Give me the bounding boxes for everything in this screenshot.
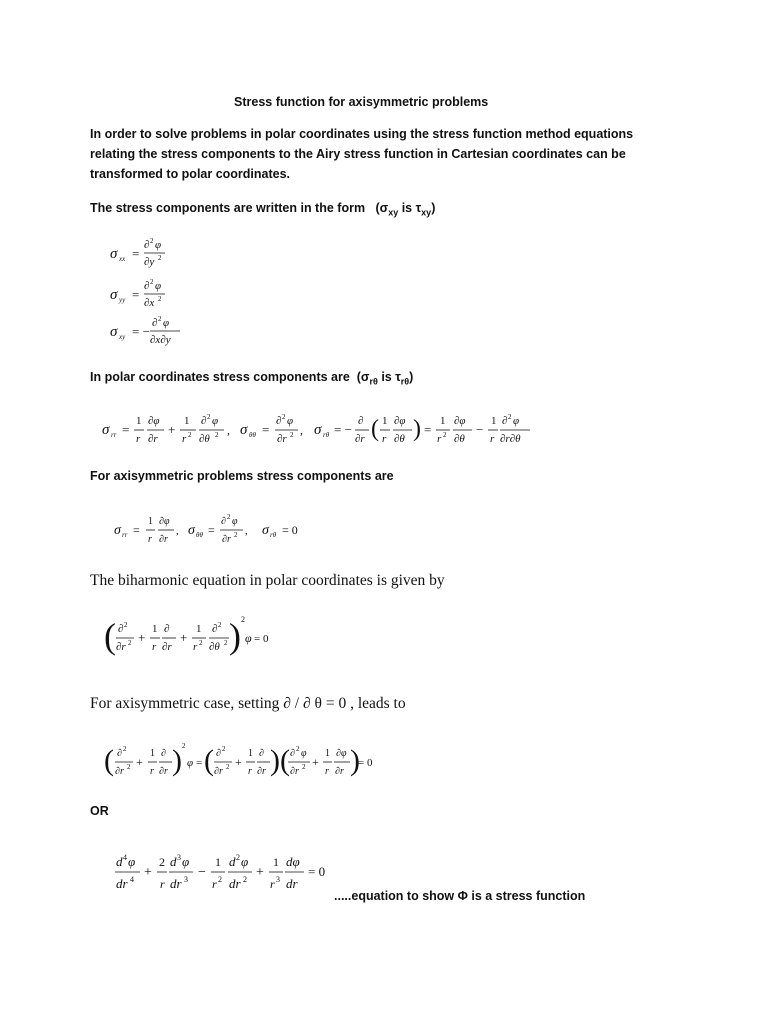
svg-text:1: 1 (491, 415, 497, 427)
svg-text:r: r (270, 877, 275, 891)
svg-text:∂θ: ∂θ (394, 433, 405, 445)
svg-text:)(: )( (270, 744, 290, 777)
sxy-sub: xy (119, 333, 126, 341)
svg-text:φ: φ (287, 415, 294, 427)
svg-text:r: r (437, 433, 442, 445)
or-label: OR (90, 804, 109, 818)
svg-text:= 0: = 0 (282, 523, 298, 537)
polar-lead: In polar coordinates stress components are (90, 370, 350, 384)
svg-text:,: , (227, 423, 230, 437)
svg-text:=: = (208, 523, 215, 537)
svg-text:r: r (150, 766, 154, 777)
svg-text:2: 2 (236, 853, 240, 862)
svg-text:1: 1 (215, 855, 221, 869)
svg-text:1: 1 (152, 623, 158, 635)
svg-text:2: 2 (215, 431, 219, 439)
svg-text:∂x: ∂x (144, 297, 155, 309)
svg-text:rθ: rθ (323, 431, 330, 439)
svg-text:2: 2 (150, 237, 154, 245)
svg-text:φ: φ (155, 280, 162, 292)
svg-text:1: 1 (325, 748, 330, 759)
svg-text:φ: φ (513, 415, 520, 427)
svg-text:∂: ∂ (276, 415, 282, 427)
axisymmetric-biharmonic-equation (104, 738, 373, 786)
svg-text:=: = (196, 757, 203, 769)
svg-text:2: 2 (218, 875, 222, 884)
svg-text:d: d (229, 854, 236, 869)
svg-text:∂r: ∂r (162, 641, 172, 653)
svg-text:∂θ: ∂θ (209, 641, 220, 653)
svg-text:+: + (180, 630, 188, 645)
svg-text:∂: ∂ (221, 516, 226, 527)
svg-text:r: r (382, 433, 387, 445)
ordinary-differential-equation (114, 846, 326, 898)
svg-text:2: 2 (123, 745, 127, 753)
svg-text:φ: φ (187, 757, 194, 769)
svg-text:σ: σ (102, 422, 110, 438)
svg-text:∂φ: ∂φ (394, 415, 406, 427)
svg-text:3: 3 (177, 853, 181, 862)
svg-text:∂r: ∂r (214, 766, 223, 777)
svg-text:∂θ: ∂θ (199, 433, 210, 445)
svg-text:dr: dr (286, 876, 298, 891)
syy-sub: yy (119, 296, 126, 304)
svg-text:=: = (133, 523, 140, 537)
svg-text:2: 2 (222, 745, 226, 753)
svg-text:dr: dr (116, 876, 128, 891)
svg-text:2: 2 (443, 431, 447, 439)
svg-text:φ: φ (155, 239, 162, 251)
svg-text:2: 2 (282, 413, 286, 421)
axisymmetric-case-line: For axisymmetric case, setting ∂ / ∂ θ = 0 , leads to (90, 695, 406, 712)
svg-text:σ: σ (262, 523, 269, 538)
svg-text:φ: φ (241, 854, 249, 869)
svg-text:∂r∂θ: ∂r∂θ (500, 433, 521, 445)
svg-text:1: 1 (440, 415, 446, 427)
svg-text:= −: = − (334, 422, 352, 437)
svg-text:∂: ∂ (144, 280, 150, 292)
svg-text:+: + (138, 630, 146, 645)
stress-form-lead: The stress components are written in the form (90, 201, 366, 215)
svg-text:,: , (300, 423, 303, 437)
svg-text:∂r: ∂r (277, 433, 287, 445)
svg-text:φ: φ (163, 317, 170, 329)
svg-text:∂φ: ∂φ (159, 516, 170, 527)
svg-text:2: 2 (243, 875, 247, 884)
document-title: Stress function for axisymmetric problems (234, 95, 489, 109)
svg-text:2: 2 (199, 639, 203, 647)
axisymmetric-stress-equations (112, 506, 312, 554)
svg-text:2: 2 (207, 413, 211, 421)
svg-text:∂: ∂ (161, 748, 166, 759)
svg-text:d: d (170, 854, 177, 869)
svg-text:= −: = − (132, 324, 150, 339)
svg-text:∂x∂y: ∂x∂y (150, 334, 171, 346)
svg-text:φ: φ (182, 854, 190, 869)
svg-text:r: r (193, 641, 198, 653)
svg-text:+: + (136, 755, 143, 769)
svg-text:): ) (172, 744, 182, 777)
svg-text:∂r: ∂r (159, 766, 168, 777)
svg-text:3: 3 (184, 875, 188, 884)
svg-text:+: + (312, 755, 319, 769)
polar-coordinates-line (90, 367, 413, 392)
svg-text:r: r (325, 766, 329, 777)
svg-text:= 0: = 0 (358, 757, 373, 769)
svg-text:): ) (350, 744, 360, 777)
svg-text:+: + (168, 422, 176, 437)
svg-text:2: 2 (227, 513, 231, 521)
svg-text:2: 2 (302, 763, 306, 771)
svg-text:,: , (176, 525, 179, 537)
svg-text:+: + (256, 865, 264, 880)
svg-text:∂r: ∂r (335, 766, 344, 777)
svg-text:∂: ∂ (144, 239, 150, 251)
svg-text:= 0: = 0 (308, 864, 326, 879)
svg-text:∂r: ∂r (115, 766, 124, 777)
svg-text:∂: ∂ (118, 623, 124, 635)
svg-text:∂r: ∂r (222, 534, 231, 545)
svg-text:2: 2 (218, 621, 222, 629)
svg-text:r: r (248, 766, 252, 777)
svg-text:∂φ: ∂φ (148, 415, 160, 427)
axisymmetric-components-line: For axisymmetric problems stress components are (90, 469, 394, 483)
svg-text:=: = (424, 422, 432, 437)
svg-text:∂: ∂ (117, 748, 122, 759)
svg-text:r: r (136, 433, 141, 445)
svg-text:2: 2 (158, 315, 162, 323)
svg-text:∂r: ∂r (355, 433, 365, 445)
biharmonic-equation (104, 612, 274, 664)
svg-text:1: 1 (148, 516, 153, 527)
intro-paragraph: In order to solve problems in polar coordinates using the stress function method equations relating the stress components to the Airy stress function in Cartesian coordinates can be transformed to polar coordinates. (90, 127, 634, 181)
svg-text:r: r (160, 877, 165, 891)
svg-text:2: 2 (124, 621, 128, 629)
svg-text:2: 2 (296, 745, 300, 753)
svg-text:(: ( (204, 744, 214, 777)
svg-text:∂: ∂ (290, 748, 295, 759)
svg-text:σ: σ (188, 523, 195, 538)
svg-text:∂: ∂ (212, 623, 218, 635)
svg-text:φ: φ (212, 415, 219, 427)
svg-text:∂: ∂ (502, 415, 508, 427)
svg-text:1: 1 (273, 855, 279, 869)
svg-text:∂: ∂ (164, 623, 170, 635)
svg-text:=: = (122, 422, 130, 437)
svg-text:dr: dr (170, 876, 182, 891)
svg-text:σ: σ (240, 422, 248, 438)
stress-form-line (90, 198, 435, 223)
svg-text:φ: φ (232, 516, 238, 527)
svg-text:∂φ: ∂φ (336, 748, 347, 759)
svg-text:2: 2 (241, 615, 245, 624)
svg-text:r: r (212, 877, 217, 891)
svg-text:=: = (262, 422, 270, 437)
svg-text:φ: φ (301, 748, 307, 759)
svg-text:θθ: θθ (196, 531, 203, 539)
svg-text:σ: σ (114, 523, 121, 538)
svg-text:2: 2 (182, 742, 186, 750)
polar-stress-equations (100, 404, 530, 452)
svg-text:dφ: dφ (286, 854, 300, 869)
svg-text:2: 2 (226, 763, 230, 771)
svg-text:2: 2 (158, 254, 162, 262)
svg-text:2: 2 (159, 855, 165, 869)
svg-text:2: 2 (158, 295, 162, 303)
svg-text:2: 2 (188, 431, 192, 439)
cartesian-stress-equations (108, 232, 218, 352)
svg-text:(: ( (104, 744, 114, 777)
svg-text:r: r (148, 534, 152, 545)
svg-text:σ: σ (110, 287, 118, 303)
svg-text:1: 1 (382, 415, 388, 427)
svg-text:rr: rr (122, 531, 128, 539)
svg-text:1: 1 (136, 415, 142, 427)
svg-text:): ) (229, 616, 241, 656)
svg-text:(: ( (104, 616, 116, 656)
biharmonic-line: The biharmonic equation in polar coordinates is given by (90, 572, 445, 589)
svg-text:2: 2 (127, 763, 131, 771)
svg-text:2: 2 (290, 431, 294, 439)
svg-text:∂: ∂ (152, 317, 158, 329)
svg-text:∂: ∂ (216, 748, 221, 759)
svg-text:1: 1 (150, 748, 155, 759)
svg-text:1: 1 (184, 415, 190, 427)
polar-note: ($\sigma_{r\theta}$ is $\tau_{r\theta}$) (356, 370, 414, 387)
svg-text:∂: ∂ (358, 415, 364, 427)
svg-text:rθ: rθ (270, 531, 277, 539)
svg-text:r: r (182, 433, 187, 445)
svg-text:2: 2 (234, 531, 238, 539)
svg-text:∂r: ∂r (290, 766, 299, 777)
svg-text:2: 2 (128, 639, 132, 647)
svg-text:,: , (245, 525, 248, 537)
svg-text:2: 2 (224, 639, 228, 647)
svg-text:σ: σ (110, 246, 118, 262)
svg-text:=: = (132, 287, 140, 302)
svg-text:2: 2 (150, 278, 154, 286)
svg-text:−: − (198, 865, 206, 880)
svg-text:r: r (490, 433, 495, 445)
svg-text:θθ: θθ (249, 431, 256, 439)
svg-text:+: + (235, 755, 242, 769)
svg-text:∂r: ∂r (159, 534, 168, 545)
svg-text:∂: ∂ (201, 415, 207, 427)
svg-text:=: = (132, 246, 140, 261)
svg-text:σ: σ (110, 324, 118, 340)
svg-text:∂r: ∂r (116, 641, 126, 653)
svg-text:1: 1 (248, 748, 253, 759)
stress-form-note: ($\sigma_{xy}$ is $\tau_{xy}$) (375, 201, 436, 218)
svg-text:φ: φ (128, 854, 136, 869)
svg-text:3: 3 (276, 875, 280, 884)
svg-text:4: 4 (123, 853, 127, 862)
svg-text:): ) (413, 416, 421, 442)
svg-text:(: ( (371, 416, 379, 442)
svg-text:∂: ∂ (259, 748, 264, 759)
svg-text:−: − (476, 422, 484, 437)
svg-text:∂φ: ∂φ (454, 415, 466, 427)
svg-text:4: 4 (130, 875, 134, 884)
svg-text:dr: dr (229, 876, 241, 891)
svg-text:∂r: ∂r (257, 766, 266, 777)
svg-text:σ: σ (314, 422, 322, 438)
svg-text:= 0: = 0 (254, 633, 269, 645)
stress-function-note: .....equation to show Φ is a stress function (334, 889, 586, 903)
svg-text:∂y: ∂y (144, 256, 155, 268)
svg-text:1: 1 (196, 623, 202, 635)
svg-text:d: d (116, 854, 123, 869)
svg-text:∂r: ∂r (148, 433, 158, 445)
svg-text:∂θ: ∂θ (454, 433, 465, 445)
svg-text:+: + (144, 865, 152, 880)
svg-text:2: 2 (508, 413, 512, 421)
sxx-sub: xx (119, 255, 126, 263)
svg-text:φ: φ (245, 631, 252, 645)
svg-text:rr: rr (111, 431, 117, 439)
svg-text:r: r (152, 641, 157, 653)
